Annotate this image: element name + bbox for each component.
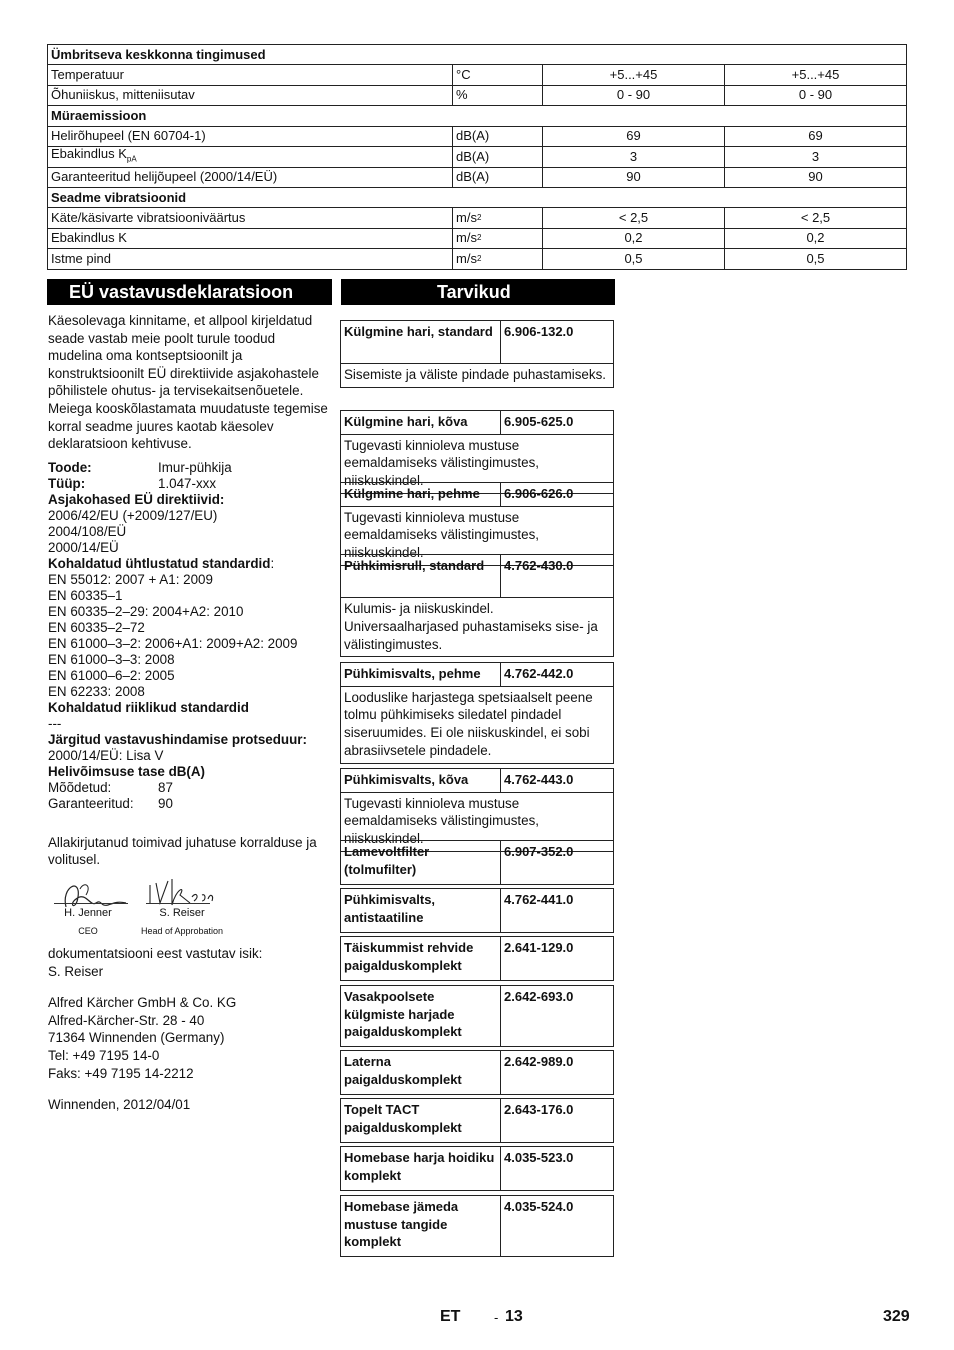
spec-section-label: Müraemissioon <box>48 106 907 126</box>
sig1-name: H. Jenner <box>64 906 112 919</box>
spec-section-row <box>48 45 907 65</box>
accessory-code: 6.907-352.0 <box>504 844 574 859</box>
spec-label-cell <box>48 126 453 146</box>
accessory-name: Topelt TACT paigalduskomplekt <box>341 1099 501 1142</box>
accessory-name: Laterna paigalduskomplekt <box>341 1051 501 1094</box>
sig2-name: S. Reiser <box>159 906 205 919</box>
accessory-name: Täiskummist rehvide paigalduskomplekt <box>341 937 501 980</box>
footer-page-number: 329 <box>883 1308 910 1325</box>
accessory-description: Tugevasti kinnioleva mustuse eemaldamiseks välistingimustes, niiskuskindel. <box>344 437 539 489</box>
accessory-header-row <box>341 889 613 932</box>
spec-label: Istme pind <box>51 250 111 266</box>
measured-row <box>48 780 333 796</box>
address-line: Tel: +49 7195 14-0 <box>48 1047 160 1063</box>
declaration-heading: EÜ vastavusdeklaratsioon <box>47 279 332 305</box>
spec-value-1: 3 <box>543 146 725 167</box>
accessory-header-row <box>341 321 613 364</box>
spec-unit: dB(A) <box>456 128 490 144</box>
accessory-item <box>340 936 614 981</box>
standard-item: EN 60335–2–72 <box>48 619 145 635</box>
spec-label-cell <box>48 228 453 248</box>
accessory-code: 4.762-442.0 <box>504 666 574 681</box>
accessory-header-row <box>341 1051 613 1094</box>
spec-row <box>48 208 907 228</box>
signature-block-1 <box>52 905 124 940</box>
accessory-code: 6.906-132.0 <box>504 324 574 339</box>
product-label: Toode: <box>48 459 92 475</box>
spec-row <box>48 228 907 248</box>
accessory-item <box>340 1050 614 1095</box>
measured-label: Mõõdetud: <box>48 779 112 795</box>
accessory-header-row <box>341 411 613 435</box>
accessory-header-row <box>341 1147 613 1190</box>
accessory-description: Kulumis- ja niiskuskindel. Universaalharjased puhastamiseks sise- ja välistingimustes. <box>344 601 598 652</box>
measured-value: 87 <box>158 779 173 795</box>
address-line: 71364 Winnenden (Germany) <box>48 1030 225 1046</box>
spec-unit-cell <box>453 65 543 85</box>
accessory-item <box>340 888 614 933</box>
spec-label: Temperatuur <box>51 67 124 83</box>
accessory-name: Pühkimisvalts, kõva <box>341 769 501 792</box>
address-line: Alfred-Kärcher-Str. 28 - 40 <box>48 1012 205 1028</box>
spec-row <box>48 146 907 167</box>
national-label: Kohaldatud riiklikud standardid <box>48 699 249 715</box>
footer-section-page: 13 <box>505 1308 523 1325</box>
standard-item: EN 60335–1 <box>48 587 123 603</box>
standards-list <box>48 572 333 700</box>
accessory-item <box>340 840 614 885</box>
spec-section-label: Ümbritseva keskkonna tingimused <box>48 45 907 65</box>
spec-unit-cell <box>453 167 543 187</box>
spec-label-cell <box>48 249 453 269</box>
accessory-name: Pühkimisvalts, pehme <box>341 663 501 686</box>
standard-item: EN 61000–3–3: 2008 <box>48 651 175 667</box>
declaration-column <box>48 312 333 1114</box>
declaration-intro: Käesolevaga kinnitame, et allpool kirjeldatud seade vastab meie poolt turule toodud mudelina oma kontseptsioonilt ja konstruktsioonilt EÜ direktiivide asjakohastele põhilistele ohutus- ja tervisekaitsenõuetele. Meiega kooskõlastamata muudatuste tegemise korral seadme juures kaotab käesolev deklaratsioon kehtivuse. <box>48 313 328 452</box>
directives-label: Asjakohased EÜ direktiivid: <box>48 491 225 507</box>
footer-language: ET <box>440 1308 461 1325</box>
accessory-code: 2.642-989.0 <box>504 1054 574 1069</box>
spec-row <box>48 126 907 146</box>
accessory-item <box>340 1146 614 1191</box>
accessory-code: 6.906-626.0 <box>504 486 574 501</box>
directive-item: 2004/108/EÜ <box>48 523 127 539</box>
accessory-header-row <box>341 483 613 507</box>
accessories-heading: Tarvikud <box>341 279 615 305</box>
type-value: 1.047-xxx <box>158 475 217 491</box>
accessory-item <box>340 985 614 1047</box>
spec-unit: m/s <box>456 210 477 226</box>
standard-item: EN 55012: 2007 + A1: 2009 <box>48 571 213 587</box>
footer-dash: - <box>494 1310 499 1325</box>
procedure-value: 2000/14/EÜ: Lisa V <box>48 747 164 763</box>
spec-label: Õhuniiskus, mitteniisutav <box>51 87 195 103</box>
spec-value-2: 90 <box>725 167 907 187</box>
accessory-header-row <box>341 986 613 1046</box>
accessory-code: 6.905-625.0 <box>504 414 574 429</box>
spec-value-1: < 2,5 <box>543 208 725 228</box>
accessory-code: 2.643-176.0 <box>504 1102 574 1117</box>
product-row <box>48 460 333 476</box>
accessory-item <box>340 1098 614 1143</box>
directive-item: 2000/14/EÜ <box>48 539 119 555</box>
accessory-code: 4.762-443.0 <box>504 772 574 787</box>
spec-unit-cell <box>453 249 543 269</box>
spec-value-1: 69 <box>543 126 725 146</box>
spec-unit-cell <box>453 228 543 248</box>
standard-item: EN 61000–3–2: 2006+A1: 2009+A2: 2009 <box>48 635 298 651</box>
spec-row <box>48 167 907 187</box>
standard-item: EN 61000–6–2: 2005 <box>48 667 175 683</box>
accessory-name: Vasakpoolsete külgmiste harjade paigalduskomplekt <box>341 986 501 1046</box>
spec-section-row <box>48 187 907 207</box>
spec-unit-cell <box>453 126 543 146</box>
spec-value-1: 0,5 <box>543 249 725 269</box>
responsible-label: dokumentatsiooni eest vastutav isik: <box>48 945 263 961</box>
type-label: Tüüp: <box>48 475 86 491</box>
responsible-name: S. Reiser <box>48 963 104 979</box>
spec-label: Ebakindlus K <box>51 145 127 161</box>
accessory-name: Külgmine hari, kõva <box>341 411 501 434</box>
spec-label-cell <box>48 85 453 105</box>
place-date: Winnenden, 2012/04/01 <box>48 1097 191 1113</box>
accessory-description: Tugevasti kinnioleva mustuse eemaldamiseks välistingimustes, niiskuskindel. <box>344 509 539 561</box>
spec-unit-superscript: 2 <box>476 213 482 223</box>
spec-label: Ebakindlus K <box>51 230 127 246</box>
spec-value-2: 3 <box>725 146 907 167</box>
accessory-description: Looduslike harjastega spetsiaalselt peene tolmu pühkimiseks siledatel pindadel siseruumides. Ei ole niiskuskindel, ei sobi abrasiivsetele pindadele. <box>344 689 593 758</box>
accessory-description: Sisemiste ja väliste pindade puhastamiseks. <box>344 367 606 382</box>
accessory-item <box>340 320 614 388</box>
spec-row <box>48 65 907 85</box>
procedure-label: Järgitud vastavushindamise protseduur: <box>48 731 307 747</box>
accessory-code: 4.035-524.0 <box>504 1199 574 1214</box>
guaranteed-value: 90 <box>158 795 173 811</box>
accessory-code: 4.762-441.0 <box>504 892 574 907</box>
spec-section-row <box>48 106 907 126</box>
spec-label: Garanteeritud helijõupeel (2000/14/EÜ) <box>51 169 278 185</box>
spec-row <box>48 85 907 105</box>
standard-item: EN 60335–2–29: 2004+A2: 2010 <box>48 603 244 619</box>
spec-value-1: 90 <box>543 167 725 187</box>
spec-label-cell <box>48 208 453 228</box>
spec-value-2: < 2,5 <box>725 208 907 228</box>
spec-value-2: +5...+45 <box>725 65 907 85</box>
spec-table <box>47 44 907 270</box>
directives-list <box>48 508 333 556</box>
spec-value-2: 0,5 <box>725 249 907 269</box>
spec-label-cell <box>48 146 453 167</box>
type-row <box>48 476 333 492</box>
accessory-code: 4.035-523.0 <box>504 1150 574 1165</box>
spec-section-label: Seadme vibratsioonid <box>48 187 907 207</box>
accessory-code: 2.642-693.0 <box>504 989 574 1004</box>
accessory-header-row <box>341 555 613 598</box>
spec-unit: °C <box>456 67 471 83</box>
accessory-header-row <box>341 663 613 687</box>
accessory-description: Tugevasti kinnioleva mustuse eemaldamiseks välistingimustes, niiskuskindel. <box>344 795 539 847</box>
accessory-code: 2.641-129.0 <box>504 940 574 955</box>
spec-unit-superscript: 2 <box>476 253 482 263</box>
accessory-header-row <box>341 937 613 980</box>
authorized-text: Allakirjutanud toimivad juhatuse korralduse ja volitusel. <box>48 834 317 868</box>
spec-value-2: 0,2 <box>725 228 907 248</box>
accessory-name: Lamevoltfilter (tolmufilter) <box>341 841 501 884</box>
accessory-item <box>340 1195 614 1257</box>
guaranteed-row <box>48 796 333 812</box>
accessory-item <box>340 554 614 657</box>
standard-item: EN 62233: 2008 <box>48 683 145 699</box>
guaranteed-label: Garanteeritud: <box>48 795 134 811</box>
signatures <box>48 873 333 937</box>
signature-block-2 <box>136 905 228 940</box>
spec-value-1: 0,2 <box>543 228 725 248</box>
standards-colon: : <box>270 555 275 571</box>
address-block <box>48 994 333 1082</box>
accessory-name: Pühkimisvalts, antistaatiline <box>341 889 501 932</box>
accessory-header-row <box>341 841 613 884</box>
spec-value-1: 0 - 90 <box>543 85 725 105</box>
accessory-name: Külgmine hari, standard <box>341 321 501 363</box>
spec-unit: m/s <box>456 250 477 266</box>
accessory-name: Pühkimisrull, standard <box>341 555 501 597</box>
spec-unit: m/s <box>456 230 477 246</box>
spec-unit-cell <box>453 85 543 105</box>
spec-value-1: +5...+45 <box>543 65 725 85</box>
address-line: Alfred Kärcher GmbH & Co. KG <box>48 995 237 1011</box>
product-value: Imur-pühkija <box>158 459 232 475</box>
noise-label: Helivõimsuse tase dB(A) <box>48 763 206 779</box>
spec-unit: % <box>456 87 468 103</box>
standards-label: Kohaldatud ühtlustatud standardid <box>48 555 271 571</box>
spec-value-2: 69 <box>725 126 907 146</box>
address-line: Faks: +49 7195 14-2212 <box>48 1065 194 1081</box>
spec-label-subscript: pA <box>126 154 137 164</box>
spec-label-cell <box>48 167 453 187</box>
directive-item: 2006/42/EU (+2009/127/EU) <box>48 507 218 523</box>
standards-heading <box>48 556 333 572</box>
accessory-name: Homebase harja hoidiku komplekt <box>341 1147 501 1190</box>
spec-unit-cell <box>453 208 543 228</box>
accessory-header-row <box>341 769 613 793</box>
accessory-name: Külgmine hari, pehme <box>341 483 501 506</box>
accessory-code: 4.762-430.0 <box>504 558 574 573</box>
spec-unit-cell <box>453 146 543 167</box>
sig1-role: CEO <box>78 925 98 936</box>
accessory-header-row <box>341 1099 613 1142</box>
spec-row <box>48 249 907 269</box>
accessory-item <box>340 662 614 764</box>
spec-label-cell <box>48 65 453 85</box>
spec-unit-superscript: 2 <box>476 233 482 243</box>
sig2-role: Head of Approbation <box>140 925 224 936</box>
spec-unit: dB(A) <box>456 169 490 185</box>
spec-value-2: 0 - 90 <box>725 85 907 105</box>
national-value: --- <box>48 715 62 731</box>
spec-label: Käte/käsivarte vibratsiooniväärtus <box>51 210 246 226</box>
spec-label: Helirõhupeel (EN 60704-1) <box>51 128 206 144</box>
accessory-header-row <box>341 1196 613 1256</box>
accessory-name: Homebase jämeda mustuse tangide komplekt <box>341 1196 501 1256</box>
spec-unit: dB(A) <box>456 148 490 164</box>
